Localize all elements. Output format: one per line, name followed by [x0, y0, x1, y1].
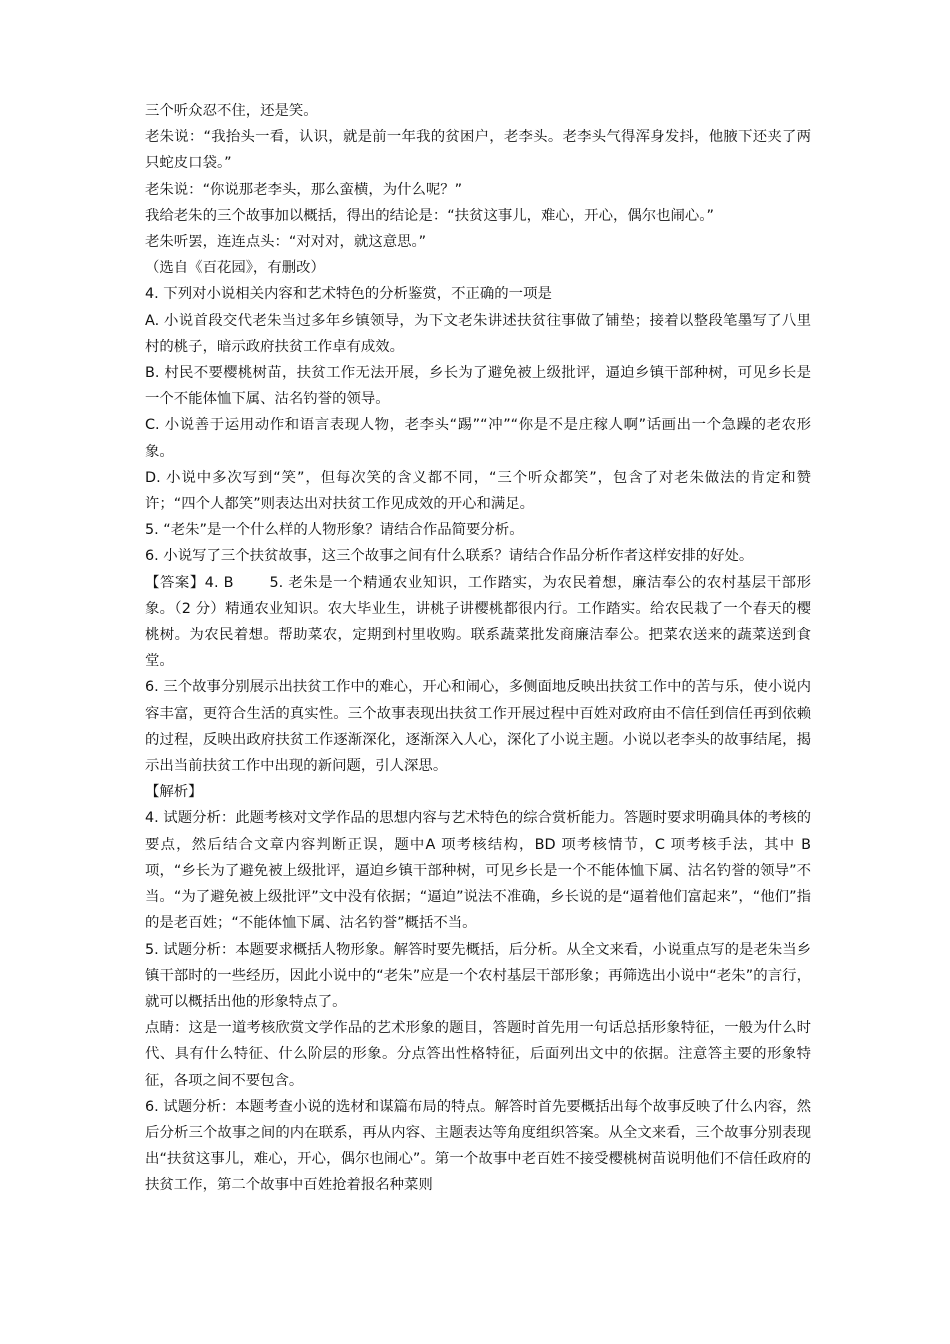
story-line-listeners-laugh: 三个听众忍不住，还是笑。 [145, 103, 318, 119]
story-line-old-li-recognized: 老朱说：“我抬头一看，认识，就是前一年我的贫困户，老李头。老李头气得浑身发抖，他腋下还夹了两只蛇皮口袋。” [145, 129, 811, 172]
analysis-5: 5. 试题分析：本题要求概括人物形象。解答时要先概括，后分析。从全文来看，小说重点写的是老朱当乡镇干部时的一些经历，因此小说中的“老朱”应是一个农村基层干部形象；再筛选出小说中“老朱”的言行，就可以概括出他的形象特点了。 [145, 941, 811, 1010]
story-line-why-question: 老朱说：“你说那老李头，那么蛮横，为什么呢？” [145, 181, 463, 198]
source-note: （选自《百花园》，有删改） [145, 260, 325, 277]
question-6: 6. 小说写了三个扶贫故事，这三个故事之间有什么联系？请结合作品分析作者这样安排的好处。 [145, 548, 754, 565]
analysis-6: 6. 试题分析：本题考查小说的选材和谋篇布局的特点。解答时首先要概括出每个故事反映了什么内容，然后分析三个故事之间的内在联系，再从内容、主题表达等角度组织答案。从全文来看，三个故事分别表现出“扶贫这事儿，难心，开心，偶尔也闹心”。第一个故事中老百姓不接受樱桃树苗说明他们不信任政府的扶贫工作，第二个故事中百姓抢着报名种菜则 [145, 1098, 811, 1194]
answer-6: 6. 三个故事分别展示出扶贫工作中的难心，开心和闹心，多侧面地反映出扶贫工作中的苦与乐，使小说内容丰富，更符合生活的真实性。三个故事表现出扶贫工作开展过程中百姓对政府由不信任到信任再到依赖的过程，反映出政府扶贫工作逐渐深化，逐渐深入人心，深化了小说主题。小说以老李头的故事结尾，揭示出当前扶贫工作中出现的新问题，引人深思。 [145, 679, 811, 775]
question-5: 5. “老朱”是一个什么样的人物形象？请结合作品简要分析。 [145, 522, 524, 539]
question-4-option-c: C. 小说善于运用动作和语言表现人物，老李头“踢”“冲”“你是不是庄稼人啊”话画出一个急躁的老农形象。 [145, 417, 811, 460]
question-4-option-a: A. 小说首段交代老朱当过多年乡镇领导，为下文老朱讲述扶贫往事做了铺垫；接着以整段笔墨写了八里村的桃子，暗示政府扶贫工作卓有成效。 [145, 312, 811, 355]
document-page [145, 98, 816, 1199]
analysis-5-tip: 点睛：这是一道考核欣赏文学作品的艺术形象的题目，答题时首先用一句话总括形象特征，一般为什么时代、具有什么特征、什么阶层的形象。分点答出性格特征，后面列出文中的依据。注意答主要的形象特征，各项之间不要包含。 [145, 1020, 811, 1089]
analysis-heading: 【解析】 [145, 784, 203, 801]
story-line-agreement: 老朱听罢，连连点头：“对对对，就这意思。” [145, 234, 427, 251]
question-4-option-b: B. 村民不要樱桃树苗，扶贫工作无法开展，乡长为了避免被上级批评，逼迫乡镇干部种树，可见乡长是一个不能体恤下属、沽名钓誉的领导。 [145, 365, 811, 408]
question-4-stem: 4. 下列对小说相关内容和艺术特色的分析鉴赏，不正确的一项是 [145, 286, 552, 303]
question-4-option-d: D. 小说中多次写到“笑”，但每次笑的含义都不同，“三个听众都笑”，包含了对老朱做法的肯定和赞许；“四个人都笑”则表达出对扶贫工作见成效的开心和满足。 [145, 469, 811, 513]
analysis-4: 4. 试题分析：此题考核对文学作品的思想内容与艺术特色的综合赏析能力。答题时要求明确具体的考核的要点，然后结合文章内容判断正误，题中A 项考核结构，BD 项考核情节，C 项考核手法，其中 B 项，“乡长为了避免被上级批评，逼迫乡镇干部种树，可见乡长是一个不能体恤下属、沽名钓誉的领导”不当。“为了避免被上级批评”文中没有依据；“逼迫”说法不准确，乡长说的是“逼着他们富起来”，“他们”指的是老百姓；“不能体恤下属、沽名钓誉”概括不当。 [145, 810, 816, 932]
answer-4-5: 【答案】4. B 5. 老朱是一个精通农业知识，工作踏实，为农民着想，廉洁奉公的农村基层干部形象。（2 分）精通农业知识。农大毕业生，讲桃子讲樱桃都很内行。工作踏实。给农民栽了一个春天的樱桃树。为农民着想。帮助菜农，定期到村里收购。联系蔬菜批发商廉洁奉公。把菜农送来的蔬菜送到食堂。 [145, 574, 811, 670]
story-line-conclusion: 我给老朱的三个故事加以概括，得出的结论是：“扶贫这事儿，难心，开心，偶尔也闹心。” [145, 207, 714, 224]
